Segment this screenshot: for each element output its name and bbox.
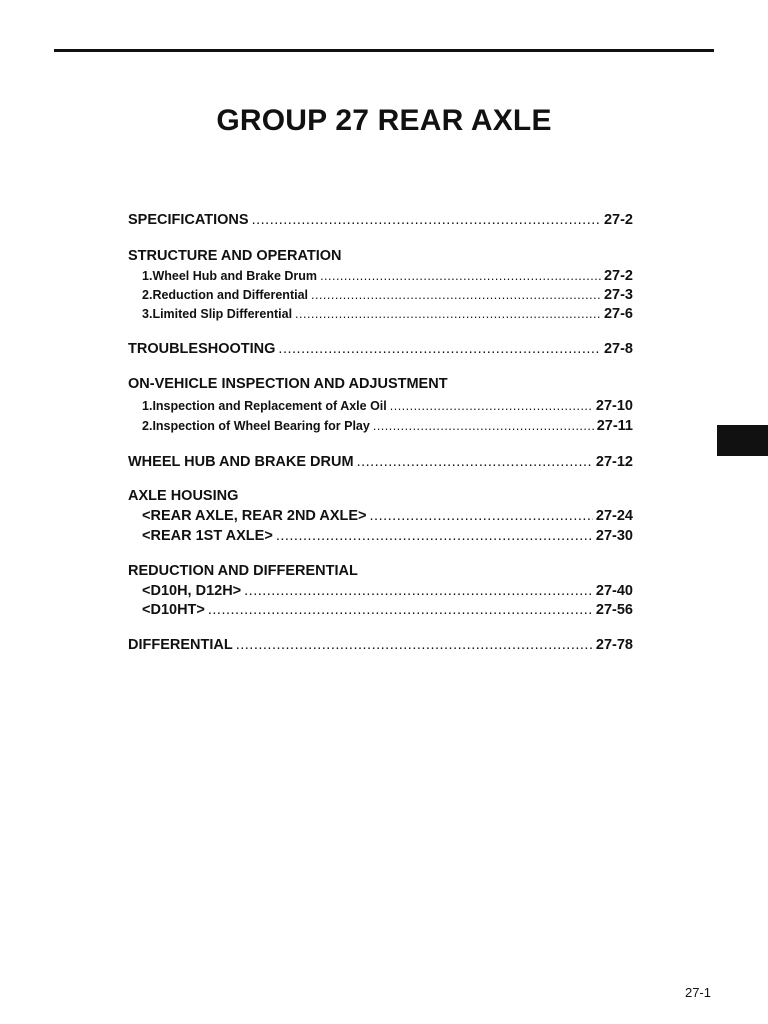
toc-entry-page: 27-8 xyxy=(603,341,633,357)
toc-entry-label: TROUBLESHOOTING xyxy=(128,341,276,357)
toc-heading-axle-housing xyxy=(128,488,633,504)
toc-entry-label: Inspection of Wheel Bearing for Play xyxy=(152,419,370,433)
toc-heading-structure xyxy=(128,248,633,264)
dot-leader xyxy=(276,528,593,544)
toc-heading-reduction xyxy=(128,563,633,579)
toc-entry-page: 27-2 xyxy=(603,268,633,284)
toc-entry-label: <D10HT> xyxy=(142,602,205,618)
toc-entry-label: <D10H, D12H> xyxy=(142,583,242,599)
toc-entry-wheel-hub[interactable] xyxy=(128,454,633,470)
toc-entry-troubleshooting[interactable] xyxy=(128,341,633,357)
toc-entry-number: 1. xyxy=(142,269,153,283)
toc-entry-page: 27-24 xyxy=(595,508,633,524)
dot-leader xyxy=(311,288,601,302)
top-rule xyxy=(54,49,714,52)
toc-entry-rear-axle-2nd[interactable] xyxy=(128,508,633,524)
toc-entry-axle-oil[interactable] xyxy=(128,398,633,414)
toc-entry-label: DIFFERENTIAL xyxy=(128,637,233,653)
toc-entry-wheel-hub-brake-drum[interactable] xyxy=(128,268,633,284)
toc-entry-page: 27-10 xyxy=(595,398,633,414)
toc-entry-number: 3. xyxy=(142,307,153,321)
toc-entry-page: 27-40 xyxy=(595,583,633,599)
toc-heading-label: ON-VEHICLE INSPECTION AND ADJUSTMENT xyxy=(128,376,448,392)
toc-entry-label: <REAR 1ST AXLE> xyxy=(142,528,273,544)
dot-leader xyxy=(370,508,593,524)
toc-entry-label: <REAR AXLE, REAR 2ND AXLE> xyxy=(142,508,367,524)
toc-entry-number: 2. xyxy=(142,288,153,302)
toc-entry-label: WHEEL HUB AND BRAKE DRUM xyxy=(128,454,354,470)
toc-entry-wheel-bearing-play[interactable] xyxy=(128,418,633,434)
dot-leader xyxy=(320,269,601,283)
dot-leader xyxy=(252,212,601,228)
toc-entry-page: 27-3 xyxy=(603,287,633,303)
toc-entry-differential[interactable] xyxy=(128,637,633,653)
toc-entry-page: 27-30 xyxy=(595,528,633,544)
toc-entry-page: 27-78 xyxy=(595,637,633,653)
toc-entry-limited-slip-differential[interactable] xyxy=(128,306,633,322)
toc-entry-d10h-d12h[interactable] xyxy=(128,583,633,599)
toc-entry-label: Reduction and Differential xyxy=(152,288,309,302)
toc-entry-label: SPECIFICATIONS xyxy=(128,212,249,228)
page-number: 27-1 xyxy=(684,985,711,1000)
toc-entry-label: Inspection and Replacement of Axle Oil xyxy=(152,399,387,413)
toc-entry-page: 27-12 xyxy=(595,454,633,470)
toc-entry-d10ht[interactable] xyxy=(128,602,633,618)
toc-heading-label: STRUCTURE AND OPERATION xyxy=(128,248,342,264)
toc-entry-page: 27-11 xyxy=(596,418,633,434)
toc-entry-specifications[interactable] xyxy=(128,212,633,228)
toc-heading-label: REDUCTION AND DIFFERENTIAL xyxy=(128,563,358,579)
dot-leader xyxy=(244,583,593,599)
toc-entry-page: 27-2 xyxy=(603,212,633,228)
section-tab-marker xyxy=(717,425,768,456)
toc-entry-label: Limited Slip Differential xyxy=(152,307,293,321)
toc-entry-rear-1st-axle[interactable] xyxy=(128,528,633,544)
page-title: GROUP 27 REAR AXLE xyxy=(216,104,552,137)
toc-entry-page: 27-56 xyxy=(595,602,633,618)
toc-heading-inspection xyxy=(128,376,633,392)
toc-entry-page: 27-6 xyxy=(603,306,633,322)
dot-leader xyxy=(278,341,601,357)
toc-heading-label: AXLE HOUSING xyxy=(128,488,239,504)
dot-leader xyxy=(357,454,593,470)
dot-leader xyxy=(390,399,593,413)
toc-entry-number: 1. xyxy=(142,399,153,413)
dot-leader xyxy=(208,602,593,618)
dot-leader xyxy=(295,307,601,321)
dot-leader xyxy=(236,637,593,653)
toc-entry-reduction-differential[interactable] xyxy=(128,287,633,303)
toc-entry-label: Wheel Hub and Brake Drum xyxy=(152,269,318,283)
toc-entry-number: 2. xyxy=(142,419,153,433)
dot-leader xyxy=(373,419,594,433)
